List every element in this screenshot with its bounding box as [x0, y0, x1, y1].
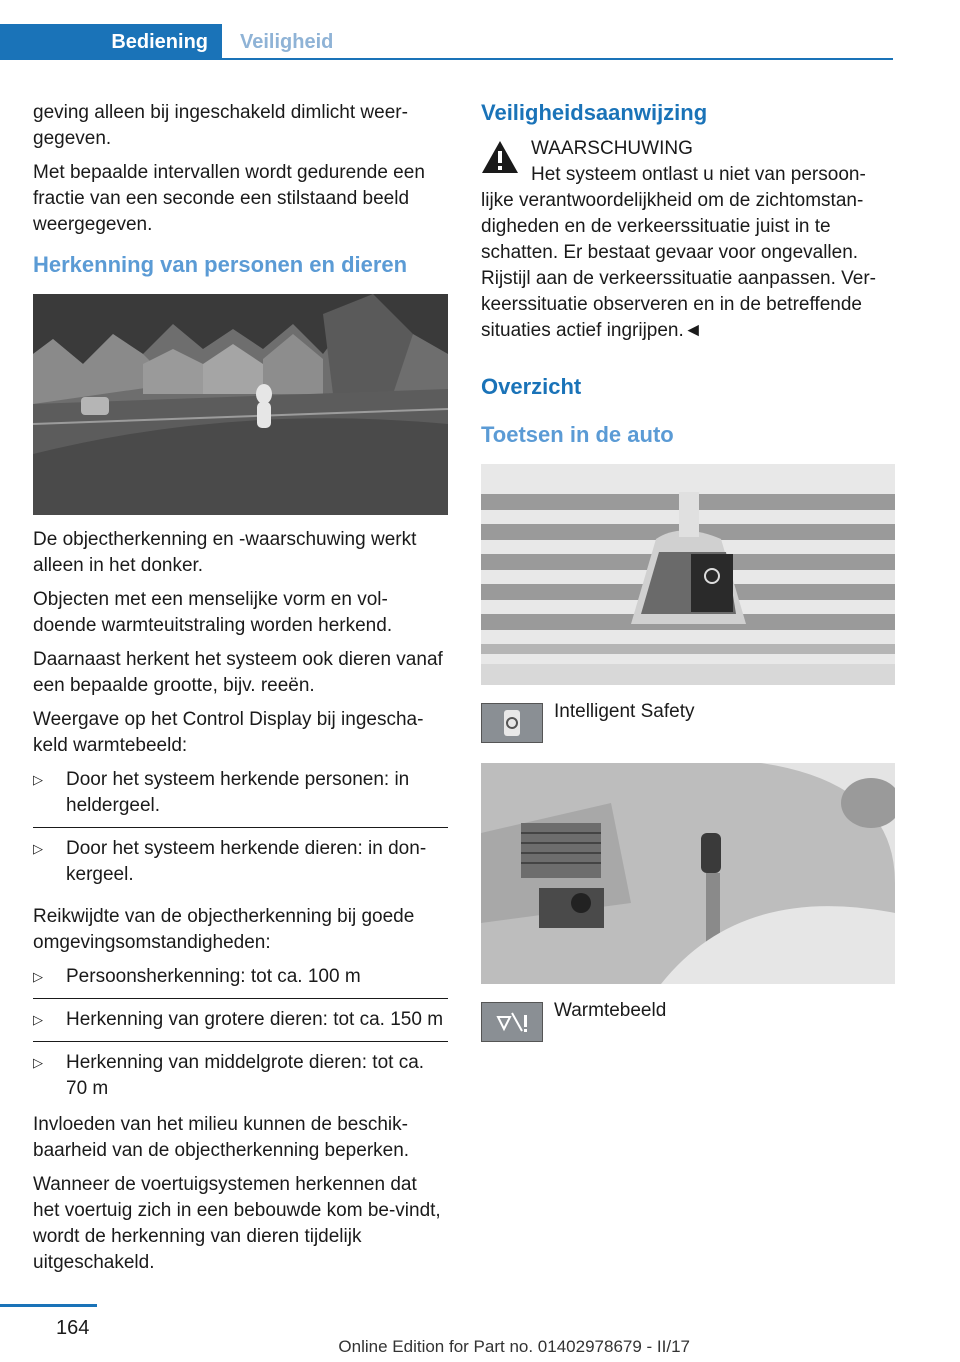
triangle-bullet-icon: ▷ [33, 1055, 43, 1070]
tab-veiligheid[interactable]: Veiligheid [240, 31, 334, 53]
paragraph: geving alleen bij ingeschakeld dimlicht weer-gegeven. [33, 102, 408, 149]
edition-footer: Online Edition for Part no. 01402978679 - II/17 [338, 1337, 690, 1356]
subsection-heading: Toetsen in de auto [481, 422, 674, 447]
list-item: ▷ Herkenning van grotere dieren: tot ca. 150 m [33, 1007, 448, 1033]
page-number: 164 [56, 1317, 90, 1339]
divider [33, 1041, 448, 1042]
paragraph: Invloeden van het milieu kunnen de beschik-baarheid van de objectherkenning beperken. [33, 1114, 410, 1161]
left-column [33, 100, 448, 1284]
dashboard-photo [481, 763, 895, 984]
section-heading-overview: Overzicht [481, 374, 582, 399]
range-list [33, 964, 448, 1102]
header-tabs [0, 24, 893, 60]
section-heading-safety: Veiligheidsaanwijzing [481, 100, 708, 125]
warning-box [481, 136, 895, 344]
list-item: ▷ Door het systeem herkende personen: in heldergeel. [33, 769, 410, 816]
paragraph: De objectherkenning en -waarschuwing werkt alleen in het donker. [33, 529, 417, 576]
tab-bediening[interactable]: Bediening [0, 24, 222, 60]
color-list [33, 767, 448, 888]
divider [33, 827, 448, 828]
right-column [481, 100, 895, 1062]
paragraph: Weergave op het Control Display bij ingescha-keld warmtebeeld: [33, 709, 424, 756]
list-item: ▷ Door het systeem herkende dieren: in don-kergeel. [33, 838, 427, 885]
list-item: ▷ Persoonsherkenning: tot ca. 100 m [33, 964, 448, 990]
intelligent-safety-button-icon[interactable] [481, 703, 543, 743]
header-rule [222, 58, 893, 60]
paragraph: Wanneer de voertuigsystemen herkennen dat het voertuig zich in een bebouwde kom be-vindt, wordt de herkenning van dieren tijdelijk uitgeschakeld. [33, 1174, 441, 1273]
button-panel-photo [481, 464, 895, 685]
button-row-intelligent-safety [481, 703, 895, 743]
footer-rule [0, 1304, 97, 1307]
thermal-image-button-icon[interactable] [481, 1002, 543, 1042]
paragraph: Objecten met een menselijke vorm en vol-doende warmteuitstraling worden herkend. [33, 589, 393, 636]
triangle-bullet-icon: ▷ [33, 841, 43, 856]
triangle-bullet-icon: ▷ [33, 969, 43, 984]
thermal-image-photo [33, 294, 448, 515]
warning-triangle-icon [481, 140, 519, 174]
warning-title: WAARSCHUWING [531, 138, 693, 159]
triangle-bullet-icon: ▷ [33, 1012, 43, 1027]
button-row-thermal [481, 1002, 895, 1042]
divider [33, 998, 448, 999]
warning-text: Het systeem ontlast u niet van persoon-lijke verantwoordelijkheid om de zichtomstan-digheden en de verkeerssituatie juist in te schatten. Er bestaat gevaar voor ongevallen. Rijstijl aan de verkeerssituatie aanpassen. Ver-keerssituatie observeren en in de betreffende situaties actief ingrijpen.◄ [481, 164, 876, 341]
triangle-bullet-icon: ▷ [33, 772, 43, 787]
button-label: Warmtebeeld [554, 1000, 667, 1021]
paragraph: Reikwijdte van de objectherkenning bij goede omgevingsomstandigheden: [33, 906, 415, 953]
paragraph: Daarnaast herkent het systeem ook dieren vanaf een bepaalde grootte, bijv. reeën. [33, 649, 443, 696]
list-item: ▷ Herkenning van middelgrote dieren: tot ca. 70 m [33, 1052, 425, 1099]
section-heading: Herkenning van personen en dieren [33, 252, 408, 277]
button-label: Intelligent Safety [554, 701, 695, 722]
paragraph: Met bepaalde intervallen wordt gedurende een fractie van een seconde een stilstaand beeld weergegeven. [33, 162, 425, 235]
